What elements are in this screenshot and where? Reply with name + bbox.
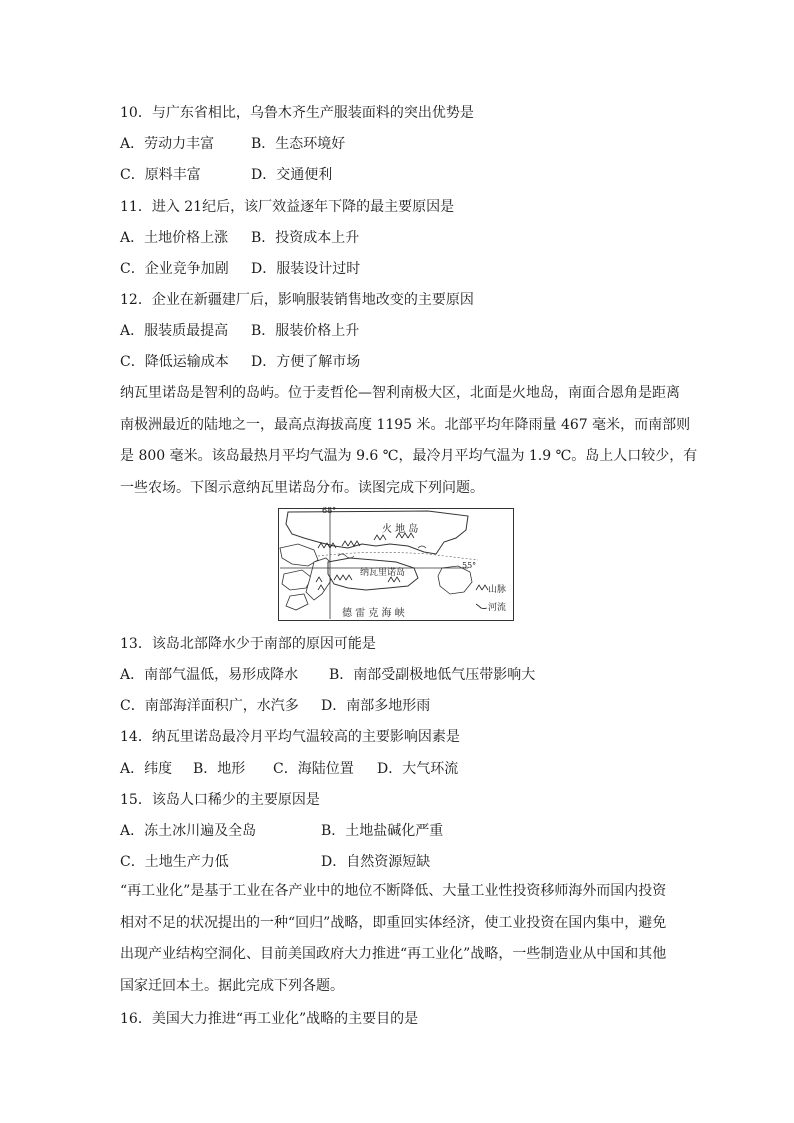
navarino-island-label: 纳瓦里诺岛 <box>360 568 406 578</box>
option-c[interactable]: C．企业竞争加剧 <box>120 261 229 277</box>
option-b[interactable]: B．南部受副极地低气压带影响大 <box>329 667 536 683</box>
passage-line: 相对不足的状况提出的一种“回归”战略，即重回实体经济，使工业投资在国内集中，避免 <box>120 914 667 931</box>
navarino-island-map <box>278 508 514 621</box>
option-d[interactable]: D．大气环流 <box>377 761 459 777</box>
question-10-options-2 <box>120 166 332 184</box>
option-a[interactable]: A．纬度 <box>120 761 173 777</box>
latitude-label: 55° <box>462 561 477 570</box>
question-11-options <box>120 229 359 247</box>
question-11-options-2 <box>120 260 360 278</box>
option-c[interactable]: C．南部海洋面积广，水汽多 <box>120 698 299 714</box>
option-d[interactable]: D．服装设计过时 <box>251 261 361 277</box>
option-d[interactable]: D．自然资源短缺 <box>321 854 431 870</box>
option-a[interactable]: A．南部气温低，易形成降水 <box>120 667 299 683</box>
longitude-label: 68° <box>322 506 337 515</box>
option-c[interactable]: C．土地生产力低 <box>120 854 229 870</box>
option-a[interactable]: A．冻土冰川遍及全岛 <box>120 823 257 839</box>
drake-passage-label: 德 雷 克 海 峡 <box>342 608 405 619</box>
question-10-options <box>120 135 345 153</box>
passage-line: 出现产业结构空洞化、目前美国政府大力推进“再工业化”战略，一些制造业从中国和其他 <box>120 946 667 962</box>
passage-line: 南极洲最近的陆地之一，最高点海拔高度 1195 米。北部平均年降雨量 467 毫米，而南部则 <box>120 416 691 433</box>
option-a[interactable]: A．劳动力丰富 <box>120 136 215 152</box>
option-c[interactable]: C．降低运输成本 <box>120 354 229 370</box>
question-13-options <box>120 666 535 684</box>
option-c[interactable]: C．原料丰富 <box>120 167 201 183</box>
option-b[interactable]: B．土地盐碱化严重 <box>321 823 444 839</box>
passage-line: “再工业化”是基于工业在各产业中的地位不断降低、大量工业性投资移师海外而国内投资 <box>120 883 667 899</box>
question-11-stem: 11．进入 21纪后，该厂效益逐年下降的最主要原因是 <box>120 199 455 215</box>
question-12-options-2 <box>120 353 360 371</box>
passage-line: 是 800 毫米。该岛最热月平均气温为 9.6 ℃，最冷月平均气温为 1.9 ℃。岛上人口较少，有 <box>120 448 698 464</box>
option-b[interactable]: B．服装价格上升 <box>251 323 360 339</box>
passage-line: 纳瓦里诺岛是智利的岛屿。位于麦哲伦—智利南极大区，北面是火地岛，南面合恩角是距离 <box>120 385 680 401</box>
option-b[interactable]: B．生态环境好 <box>251 136 346 152</box>
option-a[interactable]: A．服装质最提高 <box>120 323 229 339</box>
tierra-del-fuego-label: 火 地 岛 <box>382 524 419 535</box>
option-c[interactable]: C．海陆位置 <box>273 761 354 777</box>
option-b[interactable]: B．投资成本上升 <box>251 230 360 246</box>
question-12-options <box>120 322 359 340</box>
option-d[interactable]: D．方便了解市场 <box>251 354 361 370</box>
question-12-stem: 12．企业在新疆建厂后，影响服装销售地改变的主要原因 <box>120 292 474 308</box>
question-14-options <box>120 760 458 778</box>
question-14-stem: 14．纳瓦里诺岛最冷月平均气温较高的主要影响因素是 <box>120 729 460 745</box>
question-13-stem: 13．该岛北部降水少于南部的原因可能是 <box>120 636 376 652</box>
passage-line: 国家迁回本土。据此完成下列各题。 <box>120 977 344 994</box>
question-15-stem: 15．该岛人口稀少的主要原因是 <box>120 792 320 808</box>
legend-mountain-label: 山脉 <box>488 585 507 595</box>
passage-reindustrialization <box>120 876 676 1002</box>
option-d[interactable]: D．南部多地形雨 <box>321 698 431 714</box>
question-13-options-2 <box>120 697 430 715</box>
question-15-options <box>120 822 443 840</box>
option-a[interactable]: A．土地价格上涨 <box>120 230 229 246</box>
question-16-stem: 16．美国大力推进“再工业化”战略的主要目的是 <box>120 1011 419 1027</box>
question-10-stem: 10．与广东省相比，乌鲁木齐生产服装面料的突出优势是 <box>120 105 474 121</box>
legend-river-label: 河流 <box>488 603 507 613</box>
option-d[interactable]: D．交通便利 <box>251 167 333 183</box>
passage-line: 一些农场。下图示意纳瓦里诺岛分布。读图完成下列问题。 <box>120 479 484 496</box>
question-15-options-2 <box>120 853 430 871</box>
passage-navarino <box>120 378 698 504</box>
option-b[interactable]: B．地形 <box>193 761 246 777</box>
